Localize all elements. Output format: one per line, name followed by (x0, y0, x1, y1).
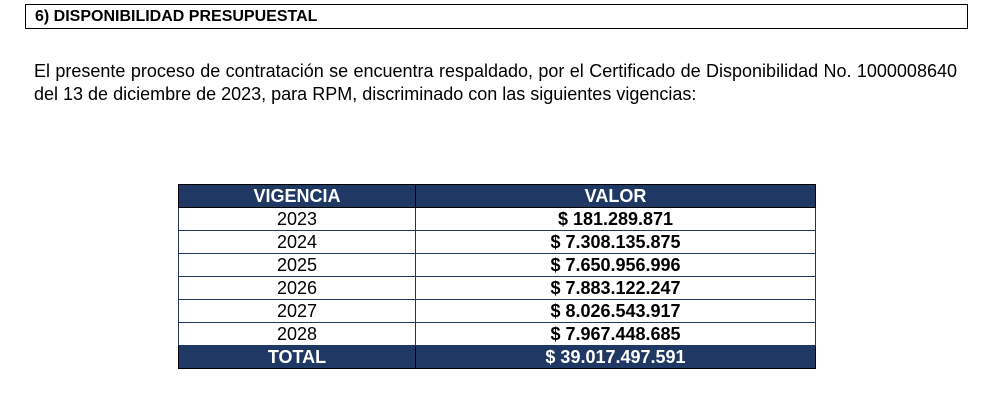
vigencia-cell: 2023 (179, 208, 416, 231)
vigencia-cell: 2026 (179, 277, 416, 300)
table-row (179, 254, 816, 277)
valor-cell: $ 7.883.122.247 (416, 277, 816, 300)
vigencia-cell: 2028 (179, 323, 416, 346)
valor-cell: $ 8.026.543.917 (416, 300, 816, 323)
valor-cell: $ 7.308.135.875 (416, 231, 816, 254)
valor-cell: $ 7.967.448.685 (416, 323, 816, 346)
vigencia-cell: 2027 (179, 300, 416, 323)
header-vigencia: VIGENCIA (179, 185, 416, 208)
budget-table (178, 184, 816, 369)
table-row (179, 323, 816, 346)
section-title: 6) DISPONIBILIDAD PRESUPUESTAL (25, 4, 968, 29)
total-value: $ 39.017.497.591 (416, 346, 816, 369)
vigencia-cell: 2025 (179, 254, 416, 277)
header-valor: VALOR (416, 185, 816, 208)
total-row (179, 346, 816, 369)
total-label: TOTAL (179, 346, 416, 369)
table-row (179, 231, 816, 254)
table-row (179, 300, 816, 323)
vigencia-cell: 2024 (179, 231, 416, 254)
table-header-row (179, 185, 816, 208)
valor-cell: $ 181.289.871 (416, 208, 816, 231)
table-row (179, 208, 816, 231)
valor-cell: $ 7.650.956.996 (416, 254, 816, 277)
table-row (179, 277, 816, 300)
budget-paragraph: El presente proceso de contratación se encuentra respaldado, por el Certificado de Disponibilidad No. 1000008640 del 13 de diciembre de 2023, para RPM, discriminado con las siguientes vigencias: (34, 61, 957, 104)
